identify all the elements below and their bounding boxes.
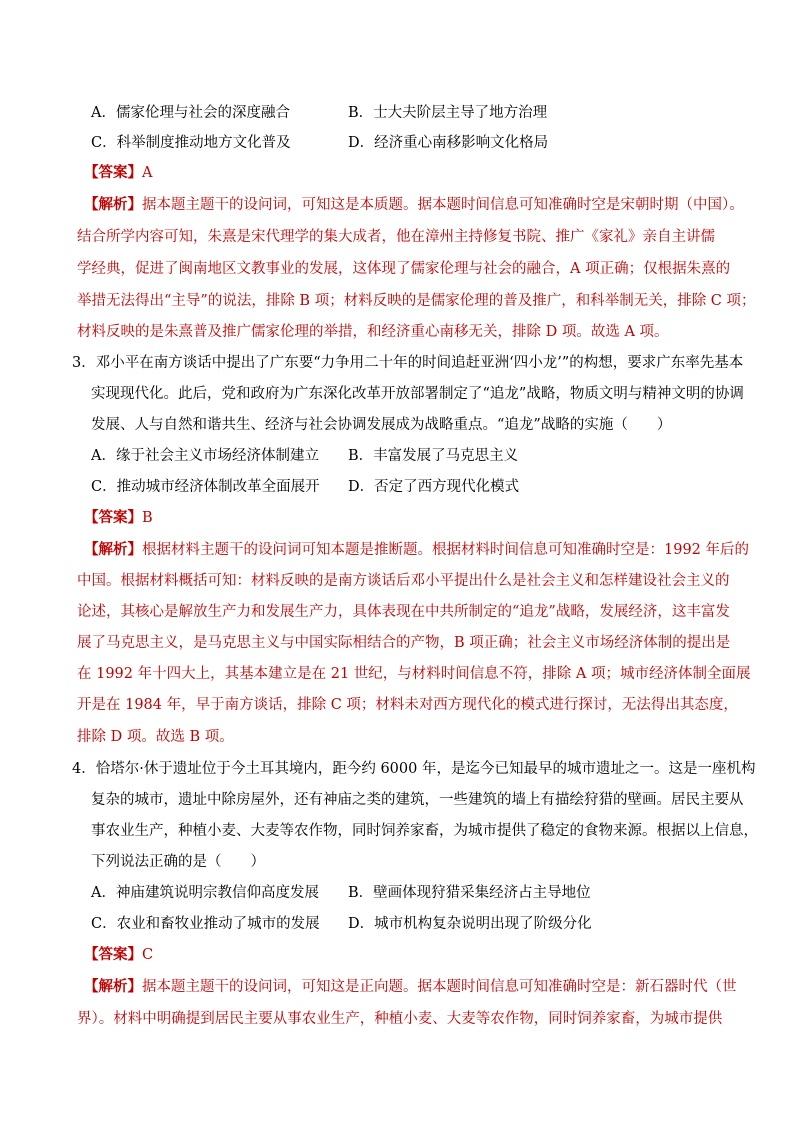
q2-option-c: C．科举制度推动地方文化普及 bbox=[91, 135, 291, 151]
answer-tag: 【答案】 bbox=[84, 509, 142, 526]
analysis-tag: 【解析】 bbox=[84, 196, 142, 213]
q4-option-a: A．神庙建筑说明宗教信仰高度发展 bbox=[91, 885, 319, 901]
q2-analysis-line-3: 学经典，促进了闽南地区文教事业的发展，这体现了儒家伦理与社会的融合，A 项正确；仅根据朱熹的 bbox=[77, 261, 731, 277]
analysis-tag: 【解析】 bbox=[84, 541, 142, 558]
q3-analysis-line-3: 论述，其核心是解放生产力和发展生产力，具体表现在中共所制定的“追龙”战略，发展经济，这丰富发 bbox=[77, 604, 730, 620]
q3-option-a: A．缘于社会主义市场经济体制建立 bbox=[91, 448, 319, 464]
q4-stem-line-2: 复杂的城市，遗址中除房屋外，还有神庙之类的建筑，一些建筑的墙上有描绘狩猎的壁画。居民主要从 bbox=[91, 792, 744, 808]
answer-tag: 【答案】 bbox=[84, 164, 142, 181]
q2-analysis-line-4: 举措无法得出“主导”的说法，排除 B 项；材料反映的是儒家伦理的普及推广，和科举制无关，排除 C 项； bbox=[77, 293, 756, 309]
q3-analysis-line-1: 【解析】根据材料主题干的设问词可知本题是推断题。根据材料时间信息可知准确时空是：1992 年后的 bbox=[84, 541, 750, 558]
q3-option-c: C．推动城市经济体制改革全面展开 bbox=[91, 479, 320, 495]
q3-stem-line-3: 发展、人与自然和谐共生、经济与社会协调发展成为战略重点。“追龙”战略的实施（ ） bbox=[91, 417, 672, 433]
q2-option-b: B．士大夫阶层主导了地方治理 bbox=[348, 105, 548, 121]
q3-analysis-line-2: 中国。根据材料概括可知：材料反映的是南方谈话后邓小平提出什么是社会主义和怎样建设社会主义的 bbox=[77, 573, 730, 589]
q2-option-d: D．经济重心南移影响文化格局 bbox=[348, 135, 549, 151]
q4-option-b: B．壁画体现狩猎采集经济占主导地位 bbox=[348, 885, 591, 901]
answer-value: A bbox=[142, 165, 153, 181]
q4-analysis-line-2: 界）。材料中明确提到居民主要从事农业生产，种植小麦、大麦等农作物，同时饲养家畜，为城市提供 bbox=[77, 1011, 723, 1027]
q4-stem-line-3: 事农业生产，种植小麦、大麦等农作物，同时饲养家畜，为城市提供了稳定的食物来源。根据以上信息， bbox=[91, 823, 758, 839]
q4-stem-line-1: 4．恰塔尔·休于遗址位于今土耳其境内，距今约 6000 年，是迄今已知最早的城市遗址之一。这是一座机构 bbox=[72, 761, 756, 777]
q2-analysis-line-2: 结合所学内容可知，朱熹是宋代理学的集大成者，他在漳州主持修复书院、推广《家礼》亲自主讲儒 bbox=[77, 229, 715, 245]
q3-option-d: D．否定了西方现代化模式 bbox=[348, 479, 520, 495]
analysis-tag: 【解析】 bbox=[84, 978, 142, 995]
q2-answer bbox=[84, 163, 152, 183]
answer-value: B bbox=[142, 510, 153, 526]
q3-analysis-line-4: 展了马克思主义，是马克思主义与中国实际相结合的产物，B 项正确；社会主义市场经济体制的提出是 bbox=[77, 635, 731, 651]
q4-option-c: C．农业和畜牧业推动了城市的发展 bbox=[91, 916, 320, 932]
q4-answer bbox=[84, 945, 153, 965]
q2-analysis-line-5: 材料反映的是朱熹普及推广儒家伦理的举措，和经济重心南移无关，排除 D 项。故选 A 项。 bbox=[77, 324, 669, 340]
q3-analysis-line-5: 在 1992 年十四大上，其基本建立是在 21 世纪，与材料时间信息不符，排除 A 项；城市经济体制全面展 bbox=[77, 666, 751, 682]
answer-value: C bbox=[142, 947, 154, 963]
q4-analysis-line-1: 【解析】据本题主题干的设问词，可知这是正向题。据本题时间信息可知准确时空是：新石器时代（世 bbox=[84, 978, 737, 995]
q2-option-a: A．儒家伦理与社会的深度融合 bbox=[91, 105, 290, 121]
answer-tag: 【答案】 bbox=[84, 946, 142, 963]
q3-option-b: B．丰富发展了马克思主义 bbox=[348, 448, 519, 464]
q4-stem-line-4: 下列说法正确的是（ ） bbox=[91, 854, 265, 870]
q3-stem-line-1: 3．邓小平在南方谈话中提出了广东要“力争用二十年的时间追赶亚洲‘四小龙’”的构想，要求广东率先基本 bbox=[72, 355, 744, 371]
q3-analysis-line-7: 排除 D 项。故选 B 项。 bbox=[77, 729, 234, 745]
q3-answer bbox=[84, 508, 153, 528]
q3-analysis-line-6: 开是在 1984 年，早于南方谈话，排除 C 项；材料未对西方现代化的模式进行探讨，无法得出其态度， bbox=[77, 697, 738, 713]
q4-option-d: D．城市机构复杂说明出现了阶级分化 bbox=[348, 916, 592, 932]
q3-stem-line-2: 实现现代化。此后，党和政府为广东深化改革开放部署制定了“追龙”战略，物质文明与精神文明的协调 bbox=[91, 386, 744, 402]
q2-analysis-line-1: 【解析】据本题主题干的设问词，可知这是本质题。据本题时间信息可知准确时空是宋朝时期（中国）。 bbox=[84, 196, 744, 213]
